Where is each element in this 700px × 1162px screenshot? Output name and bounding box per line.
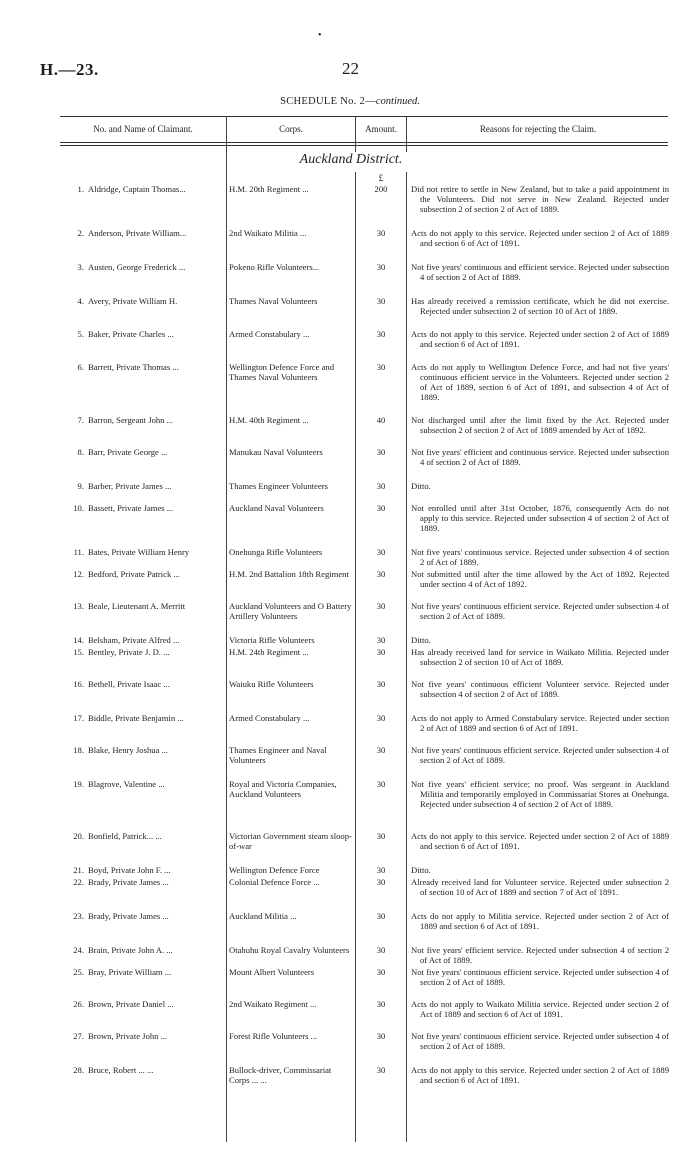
reason (411, 878, 669, 898)
reason (411, 1000, 669, 1020)
claimant-name: Bray, Private William ... (88, 967, 172, 977)
reason (411, 448, 669, 468)
reason-text: Not five years' continuous efficient service. Rejected under subsection 4 of section 2 of Act of 1889. (411, 967, 669, 987)
claimant-name: Blagrove, Valentine ... (88, 779, 165, 789)
reason-text: Has already received land for service in Waikato Militia. Rejected under subsection 2 of section 10 of Act of 1889. (411, 647, 669, 667)
amount: 30 (376, 447, 386, 457)
claimant-name: Avery, Private William H. (88, 296, 178, 306)
page-mark: • (318, 30, 322, 41)
claimant-name: Boyd, Private John F. ... (88, 865, 171, 875)
claimant-number: 14. (73, 635, 84, 645)
amount: 30 (376, 865, 386, 875)
reason-text: Not five years' continuous efficient service. Rejected under subsection 4 of section 2 of Act of 1889. (411, 601, 669, 621)
amount: 40 (376, 415, 386, 425)
reason-text: Did not retire to settle in New Zealand, but to take a paid appointment in the Volunteers. Did not serve in New Zealand. Rejected under subsection 2 of section 2 of Act of 1889. (411, 184, 669, 214)
reason (411, 416, 669, 436)
amount: 30 (376, 569, 386, 579)
corps: Wellington Defence Force and Thames Naval Volunteers (229, 362, 335, 382)
reason-text: Not five years' continuous service. Rejected under subsection 4 of section 2 of Act of 1889. (411, 547, 669, 567)
claimant-number: 17. (73, 713, 84, 723)
claimant-number: 7. (77, 415, 84, 425)
reason (411, 297, 669, 317)
claimant-name: Brown, Private John ... (88, 1031, 168, 1041)
column-divider-corps (355, 172, 356, 1142)
corps: Thames Naval Volunteers (229, 296, 318, 306)
corps: H.M. 20th Regiment ... (229, 184, 309, 194)
claimant-number: 19. (73, 779, 84, 789)
corps: Thames Engineer Volunteers (229, 481, 328, 491)
reason-text: Not submitted until after the time allowed by the Act of 1892. Rejected under section 4 of Act of 1892. (411, 569, 669, 589)
reason-text: Not five years' continuous efficient Volunteer service. Rejected under subsection 4 of section 2 of Act of 1889. (411, 679, 669, 699)
claimant-name: Biddle, Private Benjamin ... (88, 713, 184, 723)
column-header-corps: Corps. (279, 124, 303, 134)
reason (411, 636, 669, 646)
corps: Armed Constabulary ... (229, 329, 310, 339)
claimant-number: 16. (73, 679, 84, 689)
claimant-name: Bassett, Private James ... (88, 503, 174, 513)
amount: 30 (376, 296, 386, 306)
corps: Auckland Volunteers and O Battery Artillery Volunteers (229, 601, 352, 621)
reason (411, 866, 669, 876)
corps: Royal and Victoria Companies, Auckland Volunteers (229, 779, 337, 799)
reason (411, 330, 669, 350)
amount: 30 (376, 647, 386, 657)
claimant-number: 9. (77, 481, 84, 491)
claimant-number: 24. (73, 945, 84, 955)
claimant-number: 15. (73, 647, 84, 657)
amount: 200 (374, 184, 388, 194)
corps: Auckland Militia ... (229, 911, 297, 921)
claimant-name: Bruce, Robert ... ... (88, 1065, 154, 1075)
claimant-name: Bedford, Private Patrick ... (88, 569, 180, 579)
corps: Bullock-driver, Commissariat Corps ... ... (229, 1065, 332, 1085)
column-header-reasons: Reasons for rejecting the Claim. (479, 124, 597, 134)
amount: 30 (376, 831, 386, 841)
claimant-name: Bates, Private William Henry (88, 547, 190, 557)
claimant-number: 12. (73, 569, 84, 579)
header-double-rule (60, 145, 668, 146)
claimant-number: 26. (73, 999, 84, 1009)
column-header-amount: Amount. (365, 124, 397, 134)
reason (411, 746, 669, 766)
claimant-name: Belsham, Private Alfred ... (88, 635, 180, 645)
amount: 30 (376, 911, 386, 921)
corps: Pokeno Rifle Volunteers... (229, 262, 320, 272)
claimant-number: 1. (77, 184, 84, 194)
reason (411, 570, 669, 590)
reason (411, 229, 669, 249)
amount: 30 (376, 362, 386, 372)
corps: H.M. 24th Regiment ... (229, 647, 309, 657)
corps: Victoria Rifle Volunteers (229, 635, 315, 645)
reason (411, 968, 669, 988)
claimant-name: Barrett, Private Thomas ... (88, 362, 179, 372)
claimant-number: 10. (73, 503, 84, 513)
reason-text: Has already received a remission certificate, which he did not exercise. Rejected under subsection 2 of section 10 of Act of 1889. (411, 296, 669, 316)
amount: 30 (376, 228, 386, 238)
corps: H.M. 40th Regiment ... (229, 415, 309, 425)
claimant-number: 22. (73, 877, 84, 887)
page-number: 22 (342, 59, 359, 78)
corps: Victorian Government steam sloop-of-war (229, 831, 352, 851)
reason (411, 504, 669, 534)
claimant-name: Barber, Private James ... (88, 481, 172, 491)
amount: 30 (376, 601, 386, 611)
claimant-number: 23. (73, 911, 84, 921)
amount: 30 (376, 967, 386, 977)
claimant-number: 21. (73, 865, 84, 875)
claimant-name: Austen, George Frederick ... (88, 262, 186, 272)
amount: 30 (376, 262, 386, 272)
claimant-number: 25. (73, 967, 84, 977)
header-bottom-rule (60, 142, 668, 143)
claimant-name: Barr, Private George ... (88, 447, 168, 457)
district-heading: Auckland District. (299, 152, 403, 167)
corps: Forest Rifle Volunteers ... (229, 1031, 318, 1041)
reason-text: Not five years' efficient service. Rejected under subsection 4 of section 2 of Act of 1889. (411, 945, 669, 965)
claimant-number: 3. (77, 262, 84, 272)
claimant-number: 13. (73, 601, 84, 611)
claimant-name: Aldridge, Captain Thomas... (88, 184, 186, 194)
reason (411, 548, 669, 568)
claimant-name: Baker, Private Charles ... (88, 329, 174, 339)
amount: 30 (376, 329, 386, 339)
reason-text: Ditto. (411, 635, 431, 645)
corps: H.M. 2nd Battalion 18th Regiment (229, 569, 349, 579)
claimant-name: Anderson, Private William... (88, 228, 187, 238)
column-divider-amount (406, 172, 407, 1142)
schedule-title (0, 96, 700, 107)
claimant-name: Barron, Sergeant John ... (88, 415, 174, 425)
schedule-title-continued: continued. (375, 96, 420, 107)
reason-text: Not five years' efficient service; no proof. Was sergeant in Auckland Militia and temporarily employed in Commissariat Stores at Onehunga. Rejected under subsection 4 of section 2 of Act of 1889. (411, 779, 669, 809)
claimant-number: 8. (77, 447, 84, 457)
corps: Mount Albert Volunteers (229, 967, 315, 977)
claimant-name: Brady, Private James ... (88, 911, 169, 921)
corps: Colonial Defence Force ... (229, 877, 320, 887)
corps: Thames Engineer and Naval Volunteers (229, 745, 327, 765)
document-code: H.—23. (40, 60, 99, 79)
amount: 30 (376, 779, 386, 789)
amount: 30 (376, 1065, 386, 1075)
reason-text: Not five years' continuous efficient service. Rejected under subsection 4 of section 2 of Act of 1889. (411, 1031, 669, 1051)
reason-text: Already received land for Volunteer service. Rejected under subsection 2 of section 10 of Act of 1889 and section 7 of Act of 1891. (411, 877, 669, 897)
claimant-name: Bethell, Private Isaac ... (88, 679, 170, 689)
reason-text: Not enrolled until after 31st October, 1876, consequently Acts do not apply to this service. Rejected under subsection 4 of section 2 of Act of 1889. (411, 503, 669, 533)
reason (411, 185, 669, 215)
claimant-number: 27. (73, 1031, 84, 1041)
corps: 2nd Waikato Regiment ... (229, 999, 317, 1009)
reason-text: Acts do not apply to this service. Rejected under section 2 of Act of 1889 and section 6 of Act of 1891. (411, 831, 669, 851)
corps: Onehunga Rifle Volunteers (229, 547, 323, 557)
claimant-name: Brown, Private Daniel ... (88, 999, 174, 1009)
reason-text: Acts do not apply to this service. Rejected under section 2 of Act of 1889 and section 6 of Act of 1891. (411, 1065, 669, 1085)
amount: 30 (376, 877, 386, 887)
claimant-name: Blake, Henry Joshua ... (88, 745, 168, 755)
amount: 30 (376, 713, 386, 723)
reason-text: Acts do not apply to Waikato Militia service. Rejected under section 2 of Act of 1889 and section 6 of Act of 1891. (411, 999, 669, 1019)
reason-text: Ditto. (411, 481, 431, 491)
reason (411, 832, 669, 852)
amount: 30 (376, 481, 386, 491)
claimant-number: 28. (73, 1065, 84, 1075)
reason (411, 1066, 669, 1086)
reason-text: Acts do not apply to this service. Rejected under section 2 of Act of 1889 and section 6 of Act of 1891. (411, 329, 669, 349)
reason (411, 482, 669, 492)
reason-text: Acts do not apply to this service. Rejected under section 2 of Act of 1889 and section 6 of Act of 1891. (411, 228, 669, 248)
claimant-number: 2. (77, 228, 84, 238)
claimant-number: 11. (73, 547, 84, 557)
amount: 30 (376, 547, 386, 557)
claimant-name: Beale, Lieutenant A. Merritt (88, 601, 186, 611)
claimant-name: Bonfield, Patrick... ... (88, 831, 162, 841)
claimant-name: Brain, Private John A. ... (88, 945, 173, 955)
amount: 30 (376, 503, 386, 513)
reason-text: Not five years' efficient and continuous service. Rejected under subsection 4 of section 2 of Act of 1889. (411, 447, 669, 467)
reason-text: Not discharged until after the limit fixed by the Act. Rejected under subsection 2 of section 2 of Act of 1889 amended by Act of 1892. (411, 415, 669, 435)
corps: Manukau Naval Volunteers (229, 447, 323, 457)
schedule-title-main: SCHEDULE No. 2— (280, 96, 376, 107)
column-header-name: No. and Name of Claimant. (93, 124, 193, 134)
reason-text: Not five years' continuous and efficient service. Rejected under subsection 4 of section 2 of Act of 1889. (411, 262, 669, 282)
corps: Otahuhu Royal Cavalry Volunteers (229, 945, 350, 955)
reason (411, 680, 669, 700)
reason (411, 602, 669, 622)
claimant-number: 18. (73, 745, 84, 755)
reason (411, 263, 669, 283)
reason (411, 714, 669, 734)
reason (411, 912, 669, 932)
currency-symbol: £ (378, 174, 384, 184)
claimant-number: 4. (77, 296, 84, 306)
reason (411, 648, 669, 668)
corps: Waiuku Rifle Volunteers (229, 679, 314, 689)
claimant-name: Brady, Private James ... (88, 877, 169, 887)
reason-text: Acts do not apply to Wellington Defence Force, and had not five years' continuous efficient service in the Volunteers. Rejected under section 2 of Act of 1889, section 6 of Act of 1891, and subsection 4 of Act of 1889. (411, 362, 669, 402)
claimant-number: 6. (77, 362, 84, 372)
reason (411, 363, 669, 403)
corps: Auckland Naval Volunteers (229, 503, 324, 513)
corps: Wellington Defence Force (229, 865, 320, 875)
claimant-number: 20. (73, 831, 84, 841)
reason-text: Acts do not apply to Militia service. Rejected under section 2 of Act of 1889 and section 6 of Act of 1891. (411, 911, 669, 931)
reason (411, 1032, 669, 1052)
amount: 30 (376, 945, 386, 955)
reason-text: Ditto. (411, 865, 431, 875)
reason-text: Not five years' continuous efficient service. Rejected under subsection 4 of section 2 of Act of 1889. (411, 745, 669, 765)
corps: Armed Constabulary ... (229, 713, 310, 723)
amount: 30 (376, 745, 386, 755)
reason-text: Acts do not apply to Armed Constabulary service. Rejected under section 2 of Act of 1889 and section 6 of Act of 1891. (411, 713, 669, 733)
reason (411, 780, 669, 810)
amount: 30 (376, 635, 386, 645)
amount: 30 (376, 679, 386, 689)
amount: 30 (376, 1031, 386, 1041)
claimant-name: Bentley, Private J. D. ... (88, 647, 170, 657)
corps: 2nd Waikato Militia ... (229, 228, 307, 238)
reason (411, 946, 669, 966)
claimant-number: 5. (77, 329, 84, 339)
column-divider-name (226, 117, 227, 1142)
amount: 30 (376, 999, 386, 1009)
